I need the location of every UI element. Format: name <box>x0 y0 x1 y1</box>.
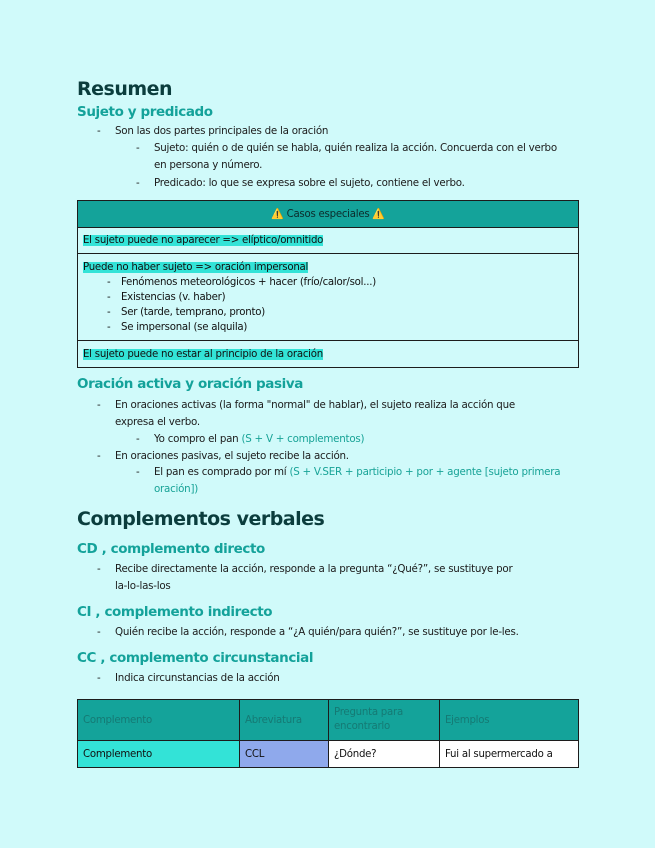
casos-header: ⚠️ Casos especiales ⚠️ <box>78 201 579 228</box>
list-item: - Fenómenos meteorológicos + hacer (frío/calor/sol...) <box>83 275 573 290</box>
table-header-ejemplos: Ejemplos <box>440 700 579 741</box>
table-cell: ¿Dónde? <box>329 741 440 768</box>
list-item: - Se impersonal (se alquila) <box>83 320 573 335</box>
list-item: - Son las dos partes principales de la oración <box>115 123 328 140</box>
list-item-ci: - Quién recibe la acción, responde a “¿A quién/para quién?”, se sustituye por le-les. <box>115 624 575 641</box>
table-header-abreviatura: Abreviatura <box>240 700 329 741</box>
table-row <box>78 741 579 768</box>
table-cell: CCL <box>240 741 329 768</box>
cd-heading: CD , complemento directo <box>77 541 265 557</box>
sujeto-predicado-heading: Sujeto y predicado <box>77 104 213 120</box>
list-item-activa: - En oraciones activas (la forma "normal" de hablar), el sujeto realiza la acción que expresa el verbo. <box>115 397 575 431</box>
list-item-predicado: - Predicado: lo que se expresa sobre el sujeto, contiene el verbo. <box>154 175 465 192</box>
casos-row-principio: El sujeto puede no estar al principio de la oración <box>83 348 323 360</box>
list-item: - Ser (tarde, temprano, pronto) <box>83 305 573 320</box>
table-header-complemento: Complemento <box>78 700 240 741</box>
list-item-pasiva: - En oraciones pasivas, el sujeto recibe la acción. <box>115 448 349 465</box>
activa-pasiva-heading: Oración activa y oración pasiva <box>77 376 303 392</box>
list-item-cd: - Recibe directamente la acción, responde a la pregunta “¿Qué?”, se sustituye por la-lo-las-los <box>115 561 575 595</box>
example-pasiva: - El pan es comprado por mí (S + V.SER + participio + por + agente [sujeto primera oración]) <box>154 464 579 498</box>
list-item: - Existencias (v. haber) <box>83 290 573 305</box>
example-activa: - Yo compro el pan (S + V + complementos) <box>154 431 364 448</box>
resumen-title: Resumen <box>77 78 173 100</box>
table-cell: Complemento <box>78 741 240 768</box>
casos-row-eliptico: El sujeto puede no aparecer => elíptico/omnitido <box>83 235 324 246</box>
list-item-sujeto: - Sujeto: quién o de quién se habla, quién realiza la acción. Concuerda con el verbo en persona y número. <box>154 140 579 174</box>
complementos-title: Complementos verbales <box>77 508 325 530</box>
cc-heading: CC , complemento circunstancial <box>77 650 314 666</box>
list-item-cc: - Indica circunstancias de la acción <box>115 670 280 687</box>
table-cell: Fui al supermercado a <box>440 741 579 768</box>
complementos-table <box>77 699 579 768</box>
ci-heading: CI , complemento indirecto <box>77 604 273 620</box>
casos-especiales-table <box>77 200 579 368</box>
table-header-pregunta: Pregunta para encontrarlo <box>329 700 440 741</box>
casos-row-impersonal: Puede no haber sujeto => oración impersonal <box>83 262 309 273</box>
